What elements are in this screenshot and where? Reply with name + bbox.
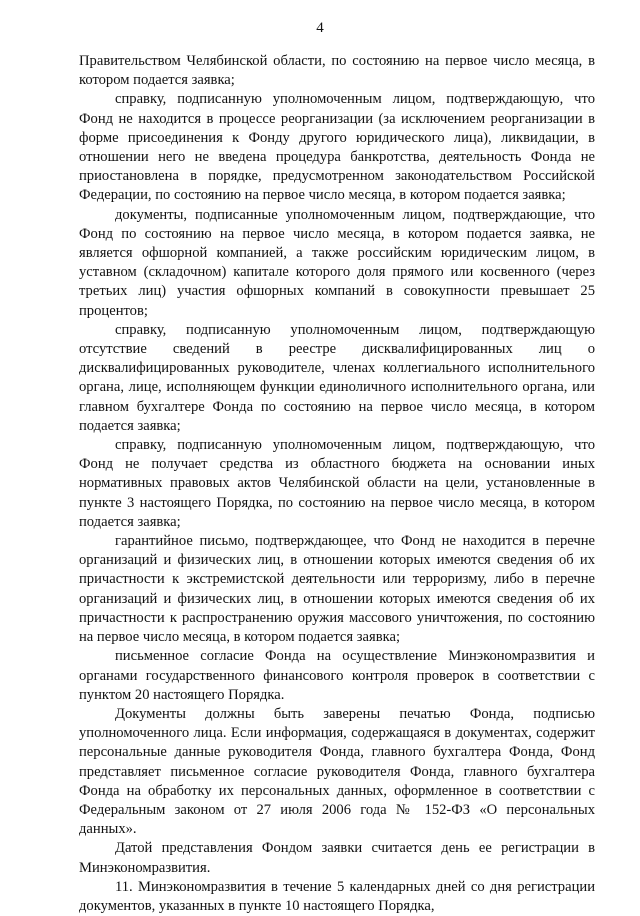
page-number: 4 — [316, 20, 324, 36]
paragraph-budget-funds-certificate: справку, подписанную уполномоченным лицом, подтверждающую, что Фонд не получает средства из областного бюджета на основании иных нормативных правовых актов Челябинской области на цели, установленные в пункте 3 настоящего Порядка, по состоянию на первое число месяца, в котором подается заявка; — [79, 437, 595, 530]
paragraph-continuation: Правительством Челябинской области, по состоянию на первое число месяца, в котором подается заявка; — [79, 53, 595, 89]
paragraph-item-11: 11. Минэкономразвития в течение 5 календарных дней со дня регистрации документов, указанных в пункте 10 настоящего Порядка, — [79, 878, 595, 914]
paragraph-disqualification-certificate: справку, подписанную уполномоченным лицом, подтверждающую отсутствие сведений в реестре дисквалифицированных лиц о дисквалифицированных руководителе, членах коллегиального исполнительного органа, лице, исполняющем функции единоличного исполнительного органа, или главном бухгалтере Фонда по состоянию на первое число месяца, в котором подается заявка; — [79, 321, 595, 434]
paragraph-written-consent: письменное согласие Фонда на осуществление Минэкономразвития и органами государственного финансового контроля проверок в соответствии с пунктом 20 настоящего Порядка. — [79, 648, 595, 703]
paragraph-reorganization-certificate: справку, подписанную уполномоченным лицом, подтверждающую, что Фонд не находится в процессе реорганизации (за исключением реорганизации в форме присоединения к Фонду другого юридического лица), ликвидации, в отношении него не введена процедура банкротства, деятельность Фонда не приостановлена в порядке, предусмотренном законодательством Российской Федерации, по состоянию на первое число месяца, в котором подается заявка; — [79, 91, 595, 204]
paragraph-submission-date: Датой представления Фондом заявки считается день ее регистрации в Минэкономразвития. — [79, 840, 595, 876]
paragraph-guarantee-letter: гарантийное письмо, подтверждающее, что Фонд не находится в перечне организаций и физических лиц, в отношении которых имеются сведения об их причастности к экстремистской деятельности или терроризму, либо в перечне организаций и физических лиц, в отношении которых имеются сведения об их причастности к распространению оружия массового уничтожения, по состоянию на первое число месяца, в котором подается заявка; — [79, 533, 595, 646]
paragraph-offshore-documents: документы, подписанные уполномоченным лицом, подтверждающие, что Фонд по состоянию на первое число месяца, в котором подается заявка, не является офшорной компанией, а также российским юридическим лицом, в уставном (складочном) капитале которого доля прямого или косвенного (через третьих лиц) участия офшорных компаний в совокупности превышает 25 процентов; — [79, 206, 595, 319]
document-body — [79, 52, 595, 916]
paragraph-documents-certification: Документы должны быть заверены печатью Фонда, подписью уполномоченного лица. Если информация, содержащаяся в документах, содержит персональные данные руководителя Фонда, главного бухгалтера Фонда, Фонд представляет письменное согласие руководителя Фонда, главного бухгалтера Фонда на обработку их персональных данных, оформленное в соответствии с Федеральным законом от 27 июля 2006 года № 152-ФЗ «О персональных данных». — [79, 705, 595, 838]
